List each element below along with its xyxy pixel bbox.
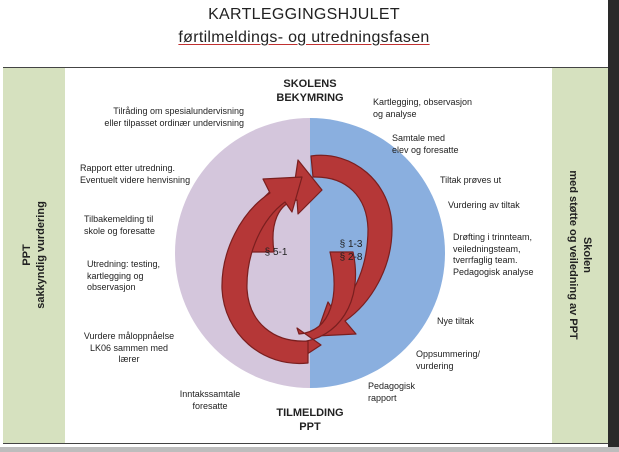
bottom-center-heading — [276, 406, 343, 434]
label-oppsummering — [416, 349, 480, 372]
label-line: skole og foresatte — [84, 225, 156, 236]
label-rapport-etter-utredning — [80, 163, 190, 186]
label-line: Oppsummering/ — [416, 349, 481, 359]
label-line: Inntakssamtale — [179, 389, 241, 399]
diagram-title: KARTLEGGINGSHJULET — [208, 6, 400, 23]
label-line: LK06 sammen med — [89, 342, 169, 353]
label-tilraading — [104, 106, 244, 129]
section-1-3: § 1-3 — [339, 239, 363, 250]
label-line: Pedagogisk — [368, 381, 416, 391]
label-line: Vurdere måloppnåelse — [83, 331, 175, 341]
top-center-line1: SKOLENS — [283, 78, 337, 90]
label-pedagogisk-rapport — [368, 381, 415, 404]
label-line: Utredning: testing, — [87, 259, 161, 269]
label-line: eller tilpasset ordinær undervisning — [104, 117, 244, 128]
label-line: Rapport etter utredning. — [80, 163, 176, 173]
label-tilbakemelding — [84, 214, 155, 237]
top-center-line2: BEKYMRING — [276, 92, 344, 104]
label-line: Samtale med — [392, 133, 446, 143]
label-line: Tilråding om spesialundervisning — [113, 106, 244, 116]
label-vurdere-maaloppnaaelse — [84, 331, 174, 366]
left-panel-line1: PPT — [21, 244, 33, 266]
label-kartlegging-observasjon — [373, 97, 472, 120]
section-5-1-label: § 5-1 — [264, 247, 288, 258]
label-inntakssamtale — [180, 389, 241, 412]
bottom-center-line2: PPT — [299, 421, 321, 433]
label-line: Drøfting i trinnteam, — [453, 232, 533, 242]
label-line: Eventuelt videre henvisning — [80, 174, 191, 185]
right-panel-line2: med støtte og veiledning av PPT — [567, 170, 579, 340]
diagram-subtitle: førtilmeldings- og utredningsfasen — [178, 29, 430, 46]
top-center-heading — [276, 77, 343, 105]
label-vurdering-av-tiltak: Vurdering av tiltak — [448, 200, 520, 210]
label-line: Pedagogisk analyse — [453, 266, 534, 277]
label-line: observasjon — [87, 282, 136, 292]
label-line: tverrfaglig team. — [453, 255, 518, 265]
label-line: vurdering — [416, 360, 454, 371]
label-samtale-med-elev — [392, 133, 459, 156]
label-nye-tiltak: Nye tiltak — [437, 316, 475, 326]
label-line: elev og foresatte — [392, 144, 459, 155]
label-line: kartlegging og — [87, 270, 144, 281]
label-line: og analyse — [373, 108, 417, 119]
label-line: rapport — [368, 392, 397, 403]
label-tiltak-proeves-ut: Tiltak prøves ut — [440, 175, 502, 185]
label-line: lærer — [118, 354, 140, 364]
section-1-3-2-8-label — [340, 238, 363, 264]
label-line: foresatte — [192, 400, 228, 411]
label-line: veiledningsteam, — [453, 243, 521, 254]
left-panel-line2: sakkyndig vurdering — [35, 201, 47, 309]
section-2-8: § 2-8 — [339, 252, 363, 263]
bottom-center-line1: TILMELDING — [276, 407, 344, 419]
label-utredning — [87, 259, 160, 294]
label-line: Tilbakemelding til — [84, 214, 154, 224]
label-line: Kartlegging, observasjon — [373, 97, 473, 107]
right-panel-line1: Skolen — [581, 236, 593, 274]
label-droefting — [453, 232, 534, 278]
